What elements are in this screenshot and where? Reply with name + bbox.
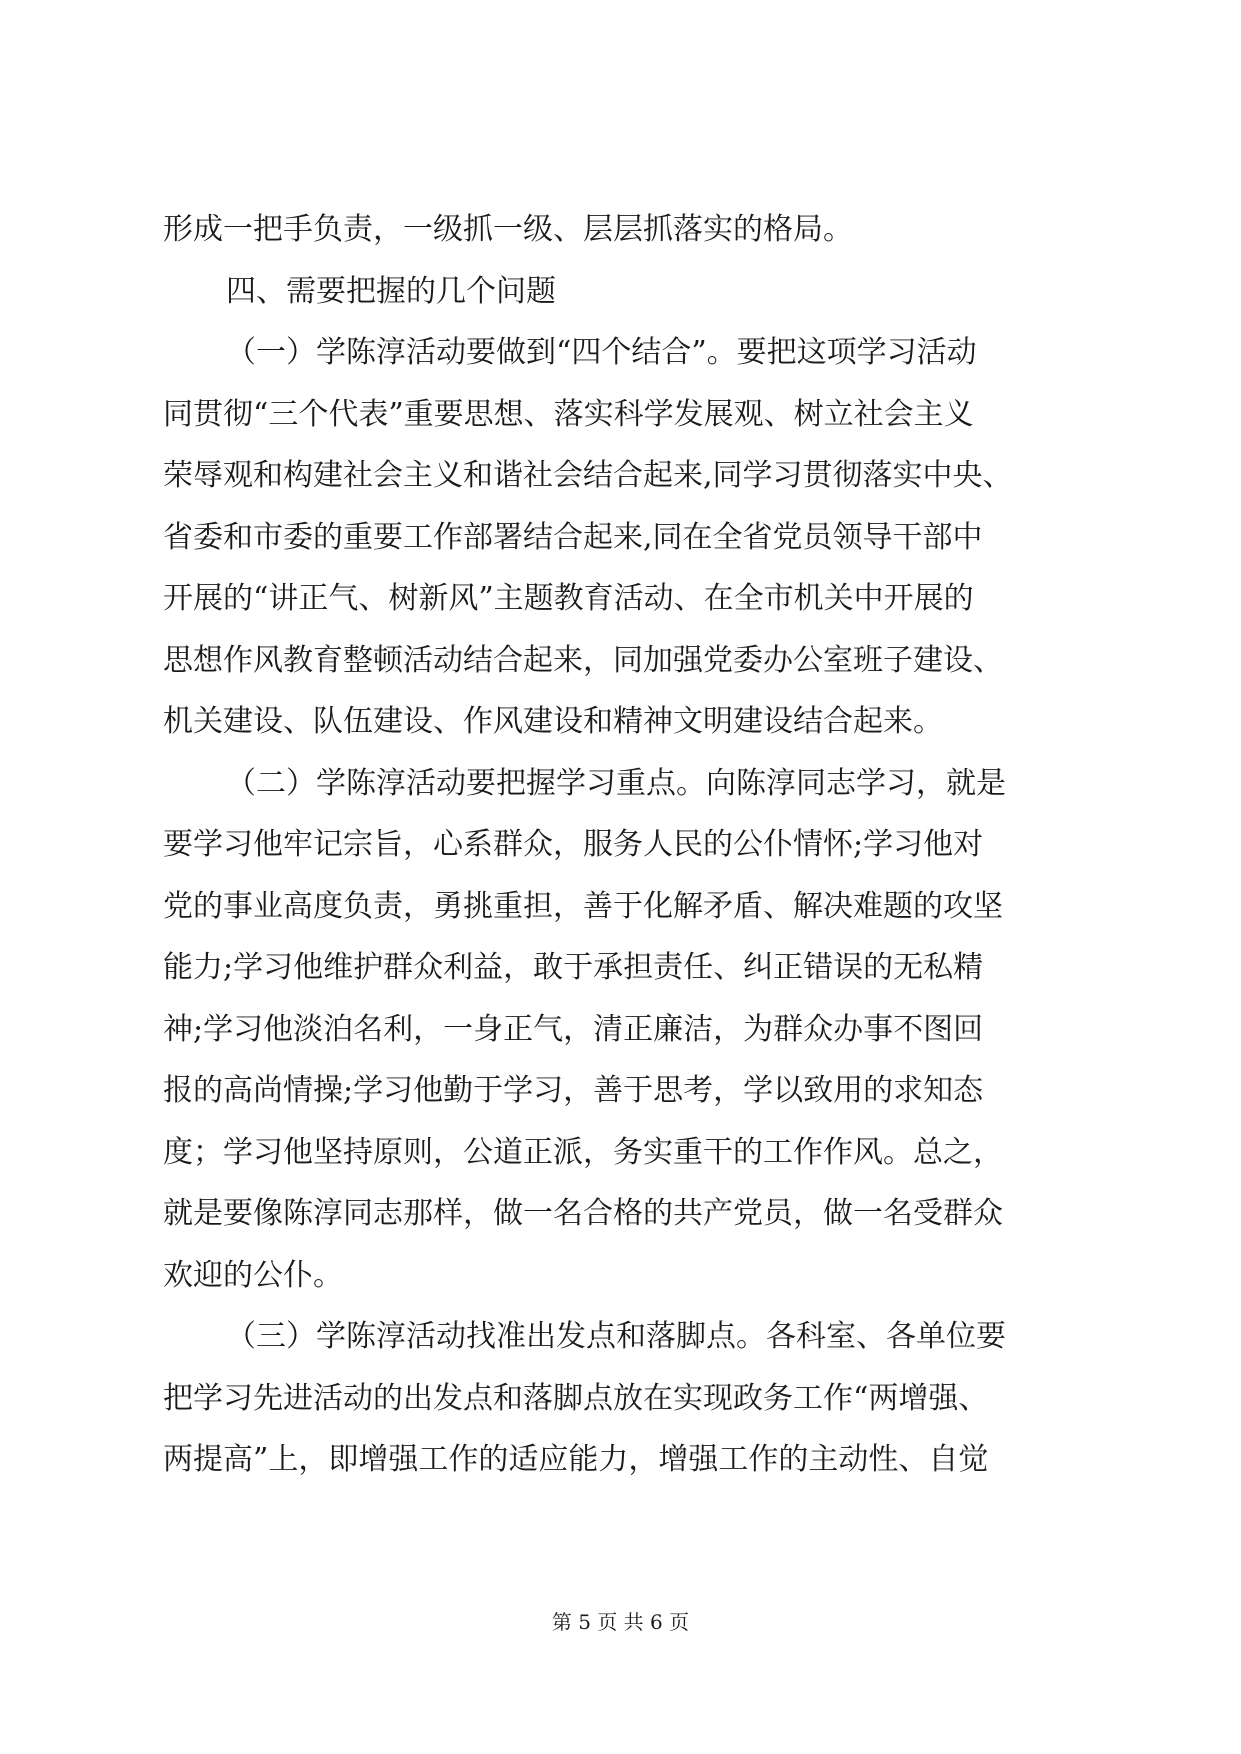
text-line: 开展的“讲正气、树新风”主题教育活动、在全市机关中开展的 xyxy=(163,581,974,616)
body-text xyxy=(163,199,1083,1491)
text-line: 同贯彻“三个代表”重要思想、落实科学发展观、树立社会主义 xyxy=(163,396,974,432)
text-line: 能力;学习他维护群众利益，敢于承担责任、纠正错误的无私精 xyxy=(163,950,984,985)
text-line: 荣辱观和构建社会主义和谐社会结合起来,同学习贯彻落实中央、 xyxy=(163,458,1013,493)
text-line: （一）学陈淳活动要做到“四个结合”。要把这项学习活动 xyxy=(226,335,977,370)
text-line: 神;学习他淡泊名利，一身正气，清正廉洁，为群众办事不图回 xyxy=(163,1011,984,1047)
text-line: （二）学陈淳活动要把握学习重点。向陈淳同志学习，就是 xyxy=(226,765,1006,801)
text-line: 省委和市委的重要工作部署结合起来,同在全省党员领导干部中 xyxy=(163,519,983,555)
text-line: 思想作风教育整顿活动结合起来，同加强党委办公室班子建设、 xyxy=(163,642,1003,678)
text-line: 机关建设、队伍建设、作风建设和精神文明建设结合起来。 xyxy=(163,704,943,739)
text-line: 两提高”上，即增强工作的适应能力，增强工作的主动性、自觉 xyxy=(163,1442,989,1477)
text-line: 要学习他牢记宗旨，心系群众，服务人民的公仆情怀;学习他对 xyxy=(163,827,984,862)
section-heading: 四、需要把握的几个问题 xyxy=(226,273,556,309)
page-footer: 第 5 页 共 6 页 xyxy=(551,1610,690,1634)
text-line: 党的事业高度负责，勇挑重担，善于化解矛盾、解决难题的攻坚 xyxy=(163,888,1003,924)
text-line: 欢迎的公仆。 xyxy=(163,1257,343,1293)
text-line: （三）学陈淳活动找准出发点和落脚点。各科室、各单位要 xyxy=(226,1319,1006,1354)
text-line: 就是要像陈淳同志那样，做一名合格的共产党员，做一名受群众 xyxy=(163,1196,1003,1231)
text-line: 把学习先进活动的出发点和落脚点放在实现政务工作“两增强、 xyxy=(163,1380,989,1416)
text-line: 报的高尚情操;学习他勤于学习，善于思考，学以致用的求知态 xyxy=(163,1073,984,1108)
text-line: 度；学习他坚持原则，公道正派，务实重干的工作作风。总之， xyxy=(163,1134,1003,1170)
text-line: 形成一把手负责，一级抓一级、层层抓落实的格局。 xyxy=(163,212,853,247)
